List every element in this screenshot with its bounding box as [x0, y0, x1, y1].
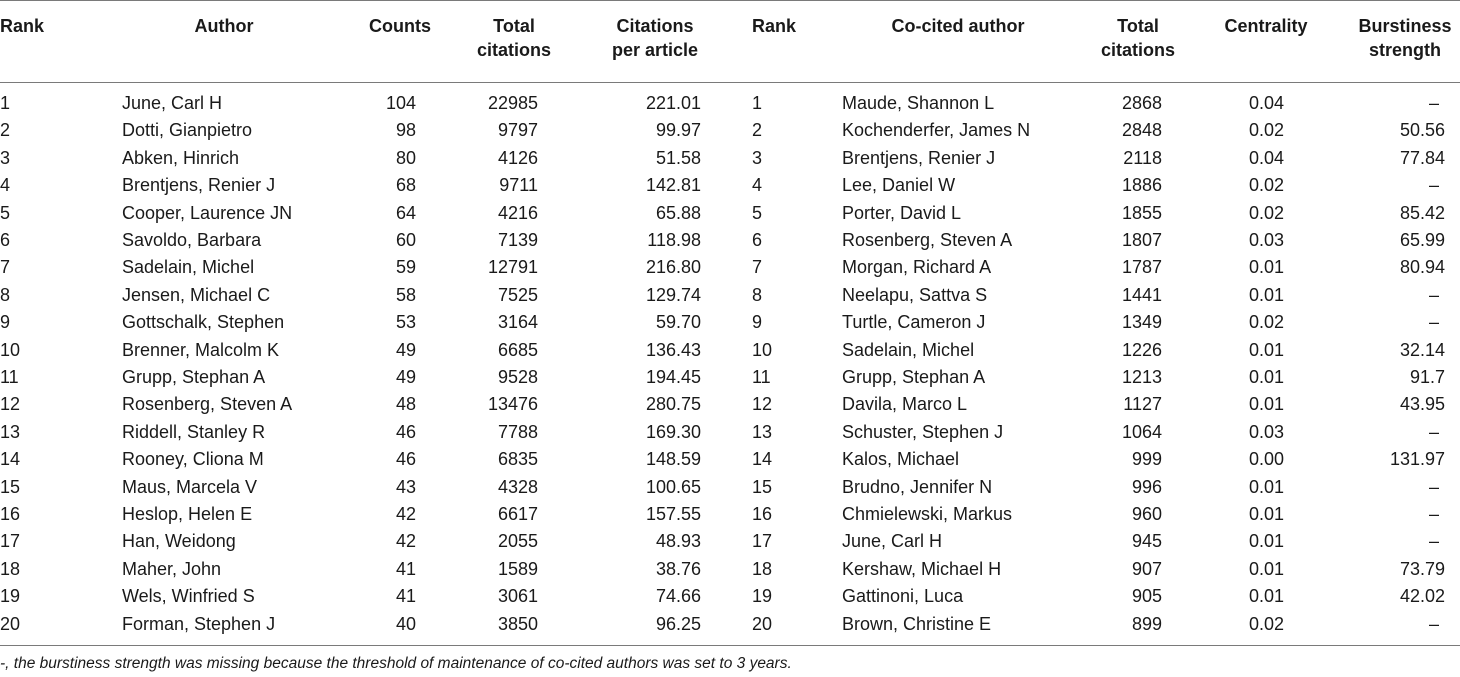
cell-counts: 43: [395, 476, 416, 497]
cell-total: 7788: [497, 421, 538, 442]
cell-coauthor: Gattinoni, Luca: [842, 586, 964, 607]
cell-author: Maher, John: [122, 558, 222, 579]
header-rank2: Rank: [752, 16, 797, 36]
cell-rank: 14: [0, 449, 21, 470]
cell-cpa: 38.76: [655, 558, 701, 579]
cell-total2: 960: [1131, 504, 1162, 524]
cell-burst: 77.84: [1399, 147, 1445, 168]
cell-coauthor: Brentjens, Renier J: [842, 147, 996, 168]
cell-rank2: 3: [752, 147, 763, 168]
cell-centrality: 0.04: [1248, 147, 1284, 168]
cell-counts: 104: [385, 93, 416, 113]
header-author: Author: [194, 16, 254, 36]
cell-rank: 19: [0, 586, 21, 607]
cell-author: June, Carl H: [122, 93, 223, 113]
cell-total2: 1886: [1121, 175, 1162, 196]
cell-total: 7525: [497, 284, 538, 305]
cell-author: Maus, Marcela V: [122, 476, 258, 497]
cell-rank2: 4: [752, 175, 763, 196]
cell-rank2: 7: [752, 257, 763, 278]
table-footnote: -, the burstiness strength was missing because the threshold of maintenance of co-cited authors was set to 3 years.: [0, 655, 792, 672]
cell-counts: 48: [395, 394, 416, 415]
cell-coauthor: Maude, Shannon L: [842, 93, 995, 113]
cell-centrality: 0.00: [1248, 449, 1284, 470]
cell-total: 3061: [497, 586, 538, 607]
header-citations_per_article-line2: per article: [611, 40, 699, 60]
cell-author: Abken, Hinrich: [122, 147, 240, 168]
cell-author: Jensen, Michael C: [122, 284, 271, 305]
cell-rank: 5: [0, 202, 11, 223]
cell-total: 7139: [497, 230, 538, 250]
cell-rank2: 6: [752, 230, 763, 250]
cell-counts: 46: [395, 421, 416, 442]
cell-total: 3850: [497, 613, 538, 634]
cell-rank2: 5: [752, 202, 763, 223]
cell-total: 9797: [497, 120, 538, 141]
cell-centrality: 0.02: [1248, 312, 1284, 333]
cell-author: Rooney, Cliona M: [122, 449, 264, 470]
cell-total2: 2848: [1121, 120, 1162, 141]
cell-coauthor: Brown, Christine E: [842, 613, 992, 634]
cell-cpa: 96.25: [655, 613, 701, 634]
cell-coauthor: Kershaw, Michael H: [842, 558, 1002, 579]
cell-rank: 7: [0, 257, 11, 278]
cell-counts: 46: [395, 449, 416, 470]
cell-counts: 41: [395, 558, 416, 579]
cell-counts: 64: [395, 202, 416, 223]
cell-centrality: 0.01: [1248, 257, 1284, 278]
cell-author: Grupp, Stephan A: [122, 367, 266, 387]
cell-rank: 3: [0, 147, 11, 168]
cell-total: 4216: [497, 202, 538, 223]
cell-burst: 131.97: [1389, 449, 1445, 470]
cell-cpa: 65.88: [655, 202, 701, 223]
cell-total: 4328: [497, 476, 538, 497]
cell-total2: 1064: [1121, 421, 1162, 442]
cell-rank2: 1: [752, 93, 763, 113]
cell-centrality: 0.03: [1248, 421, 1284, 442]
cell-burst: 32.14: [1399, 339, 1445, 360]
cell-total2: 1349: [1121, 312, 1162, 333]
cell-centrality: 0.01: [1248, 531, 1284, 552]
cell-total2: 999: [1131, 449, 1162, 470]
cell-total: 6617: [497, 504, 538, 524]
header-total_citations1: Total: [493, 16, 535, 36]
cell-cpa: 148.59: [645, 449, 701, 470]
cell-burst: –: [1428, 284, 1440, 305]
cell-counts: 53: [395, 312, 416, 333]
header-citations_per_article: Citations: [616, 16, 694, 36]
cell-rank2: 11: [752, 367, 771, 387]
cell-total: 12791: [487, 257, 538, 278]
cell-coauthor: Grupp, Stephan A: [842, 367, 986, 387]
cell-rank: 20: [0, 613, 21, 634]
header-burstiness: Burstiness: [1358, 16, 1452, 36]
cell-centrality: 0.03: [1248, 230, 1284, 250]
cell-counts: 42: [395, 504, 416, 524]
cell-coauthor: Brudno, Jennifer N: [842, 476, 993, 497]
cell-cpa: 194.45: [645, 367, 701, 387]
cell-author: Wels, Winfried S: [122, 586, 255, 607]
bottom-rule: [0, 645, 1460, 646]
cell-total2: 996: [1131, 476, 1162, 497]
cell-rank2: 13: [752, 421, 773, 442]
cell-counts: 49: [395, 339, 416, 360]
cell-total: 2055: [497, 531, 538, 552]
cell-counts: 42: [395, 531, 416, 552]
cell-rank: 16: [0, 504, 21, 524]
cell-burst: –: [1428, 421, 1440, 442]
cell-rank2: 10: [752, 339, 773, 360]
cell-centrality: 0.02: [1248, 175, 1284, 196]
cell-centrality: 0.04: [1248, 93, 1284, 113]
cell-burst: 91.7: [1409, 367, 1445, 387]
cell-burst: –: [1428, 504, 1440, 524]
cell-rank: 9: [0, 312, 11, 333]
cell-total2: 905: [1131, 586, 1162, 607]
header-total_citations2: Total: [1117, 16, 1159, 36]
cell-rank2: 20: [752, 613, 773, 634]
cell-centrality: 0.01: [1248, 476, 1284, 497]
cell-author: Sadelain, Michel: [122, 257, 255, 278]
cell-burst: 42.02: [1399, 586, 1445, 607]
header-rule: [0, 82, 1460, 83]
cell-cpa: 221.01: [645, 93, 701, 113]
cell-cpa: 157.55: [645, 504, 701, 524]
cell-centrality: 0.01: [1248, 586, 1284, 607]
cell-centrality: 0.01: [1248, 558, 1284, 579]
cell-author: Cooper, Laurence JN: [122, 202, 293, 223]
cell-rank: 4: [0, 175, 11, 196]
cell-rank2: 17: [752, 531, 773, 552]
cell-rank: 15: [0, 476, 21, 497]
header-counts: Counts: [369, 16, 431, 36]
cell-centrality: 0.01: [1248, 394, 1284, 415]
cell-cpa: 59.70: [655, 312, 701, 333]
cell-coauthor: Rosenberg, Steven A: [842, 230, 1013, 250]
cell-rank2: 9: [752, 312, 763, 333]
cell-burst: –: [1428, 531, 1440, 552]
cell-centrality: 0.02: [1248, 613, 1284, 634]
cell-rank2: 12: [752, 394, 773, 415]
cell-total2: 1226: [1121, 339, 1162, 360]
cell-coauthor: June, Carl H: [842, 531, 943, 552]
cell-burst: 80.94: [1399, 257, 1445, 278]
cell-coauthor: Lee, Daniel W: [842, 175, 956, 196]
cell-burst: –: [1428, 93, 1440, 113]
cell-coauthor: Morgan, Richard A: [842, 257, 992, 278]
cell-cpa: 129.74: [645, 284, 701, 305]
cell-burst: –: [1428, 312, 1440, 333]
cell-total: 6685: [497, 339, 538, 360]
cell-total2: 1441: [1121, 284, 1162, 305]
cell-author: Riddell, Stanley R: [122, 421, 266, 442]
cell-coauthor: Chmielewski, Markus: [842, 504, 1013, 524]
cell-coauthor: Davila, Marco L: [842, 394, 968, 415]
cell-burst: –: [1428, 613, 1440, 634]
cell-centrality: 0.01: [1248, 367, 1284, 387]
cell-counts: 60: [395, 230, 416, 250]
cell-rank: 17: [0, 531, 21, 552]
cell-cpa: 136.43: [645, 339, 701, 360]
header-burstiness-line2: strength: [1369, 40, 1441, 60]
cell-centrality: 0.01: [1248, 504, 1284, 524]
cell-rank: 12: [0, 394, 21, 415]
cell-burst: 50.56: [1399, 120, 1445, 141]
cell-rank: 6: [0, 230, 11, 250]
header-total_citations1-line2: citations: [476, 40, 552, 60]
cell-total2: 1807: [1121, 230, 1162, 250]
cell-rank: 2: [0, 120, 11, 141]
cell-cpa: 169.30: [645, 421, 701, 442]
cell-burst: 73.79: [1399, 558, 1445, 579]
cell-cpa: 142.81: [645, 175, 701, 196]
cell-cpa: 216.80: [645, 257, 701, 278]
header-rank1: Rank: [0, 16, 45, 36]
cell-rank: 8: [0, 284, 11, 305]
cell-counts: 68: [395, 175, 416, 196]
cell-total2: 899: [1131, 613, 1162, 634]
cell-cpa: 118.98: [647, 230, 701, 250]
cell-author: Gottschalk, Stephen: [122, 312, 285, 333]
cell-total: 9711: [499, 175, 538, 196]
cell-rank: 18: [0, 558, 21, 579]
cell-burst: –: [1428, 175, 1440, 196]
cell-centrality: 0.02: [1248, 120, 1284, 141]
cell-burst: 43.95: [1399, 394, 1445, 415]
cell-total2: 1127: [1123, 394, 1162, 415]
cell-coauthor: Porter, David L: [842, 202, 962, 223]
cell-cpa: 51.58: [655, 147, 701, 168]
cell-coauthor: Neelapu, Sattva S: [842, 284, 988, 305]
cell-author: Han, Weidong: [122, 531, 236, 552]
cell-total: 4126: [497, 147, 538, 168]
cell-author: Rosenberg, Steven A: [122, 394, 293, 415]
cell-total: 22985: [487, 93, 538, 113]
cell-rank2: 2: [752, 120, 763, 141]
cell-counts: 58: [395, 284, 416, 305]
cell-rank2: 14: [752, 449, 773, 470]
cell-coauthor: Turtle, Cameron J: [842, 312, 986, 333]
cell-total2: 907: [1131, 558, 1162, 579]
cell-counts: 41: [395, 586, 416, 607]
cell-total: 13476: [487, 394, 538, 415]
cell-coauthor: Kochenderfer, James N: [842, 120, 1031, 141]
cell-author: Heslop, Helen E: [122, 504, 253, 524]
cell-counts: 59: [395, 257, 416, 278]
cell-counts: 40: [395, 613, 416, 634]
cell-counts: 49: [395, 367, 416, 387]
top-rule: [0, 0, 1460, 1]
cell-total: 9528: [497, 367, 538, 387]
header-centrality: Centrality: [1224, 16, 1308, 36]
cell-rank: 13: [0, 421, 21, 442]
cell-total2: 945: [1131, 531, 1162, 552]
cell-coauthor: Kalos, Michael: [842, 449, 960, 470]
cell-rank: 10: [0, 339, 21, 360]
cell-burst: –: [1428, 476, 1440, 497]
cell-author: Brenner, Malcolm K: [122, 339, 280, 360]
cell-cpa: 48.93: [655, 531, 701, 552]
cell-centrality: 0.02: [1248, 202, 1284, 223]
cell-coauthor: Schuster, Stephen J: [842, 421, 1004, 442]
cell-total: 3164: [497, 312, 538, 333]
cell-cpa: 99.97: [655, 120, 701, 141]
cell-total2: 2118: [1123, 147, 1162, 168]
cell-author: Forman, Stephen J: [122, 613, 276, 634]
cell-rank2: 16: [752, 504, 773, 524]
cell-author: Brentjens, Renier J: [122, 175, 276, 196]
header-total_citations2-line2: citations: [1100, 40, 1176, 60]
cell-rank: 1: [0, 93, 11, 113]
cell-burst: 65.99: [1399, 230, 1445, 250]
cell-cpa: 100.65: [645, 476, 701, 497]
cell-cpa: 280.75: [645, 394, 701, 415]
cell-coauthor: Sadelain, Michel: [842, 339, 975, 360]
cell-total: 1589: [497, 558, 538, 579]
cell-total2: 1855: [1121, 202, 1162, 223]
cell-author: Savoldo, Barbara: [122, 230, 262, 250]
cell-cpa: 74.66: [655, 586, 701, 607]
cell-total: 6835: [497, 449, 538, 470]
cell-rank: 11: [0, 367, 19, 387]
cell-counts: 98: [395, 120, 416, 141]
cell-centrality: 0.01: [1248, 339, 1284, 360]
cell-centrality: 0.01: [1248, 284, 1284, 305]
cell-rank2: 8: [752, 284, 763, 305]
header-cocited_author: Co-cited author: [891, 16, 1025, 36]
cell-counts: 80: [395, 147, 416, 168]
cell-rank2: 19: [752, 586, 773, 607]
cell-rank2: 15: [752, 476, 773, 497]
cell-rank2: 18: [752, 558, 773, 579]
cell-total2: 2868: [1121, 93, 1162, 113]
cell-total2: 1787: [1121, 257, 1162, 278]
cell-burst: 85.42: [1399, 202, 1445, 223]
cell-total2: 1213: [1121, 367, 1162, 387]
cell-author: Dotti, Gianpietro: [122, 120, 253, 141]
